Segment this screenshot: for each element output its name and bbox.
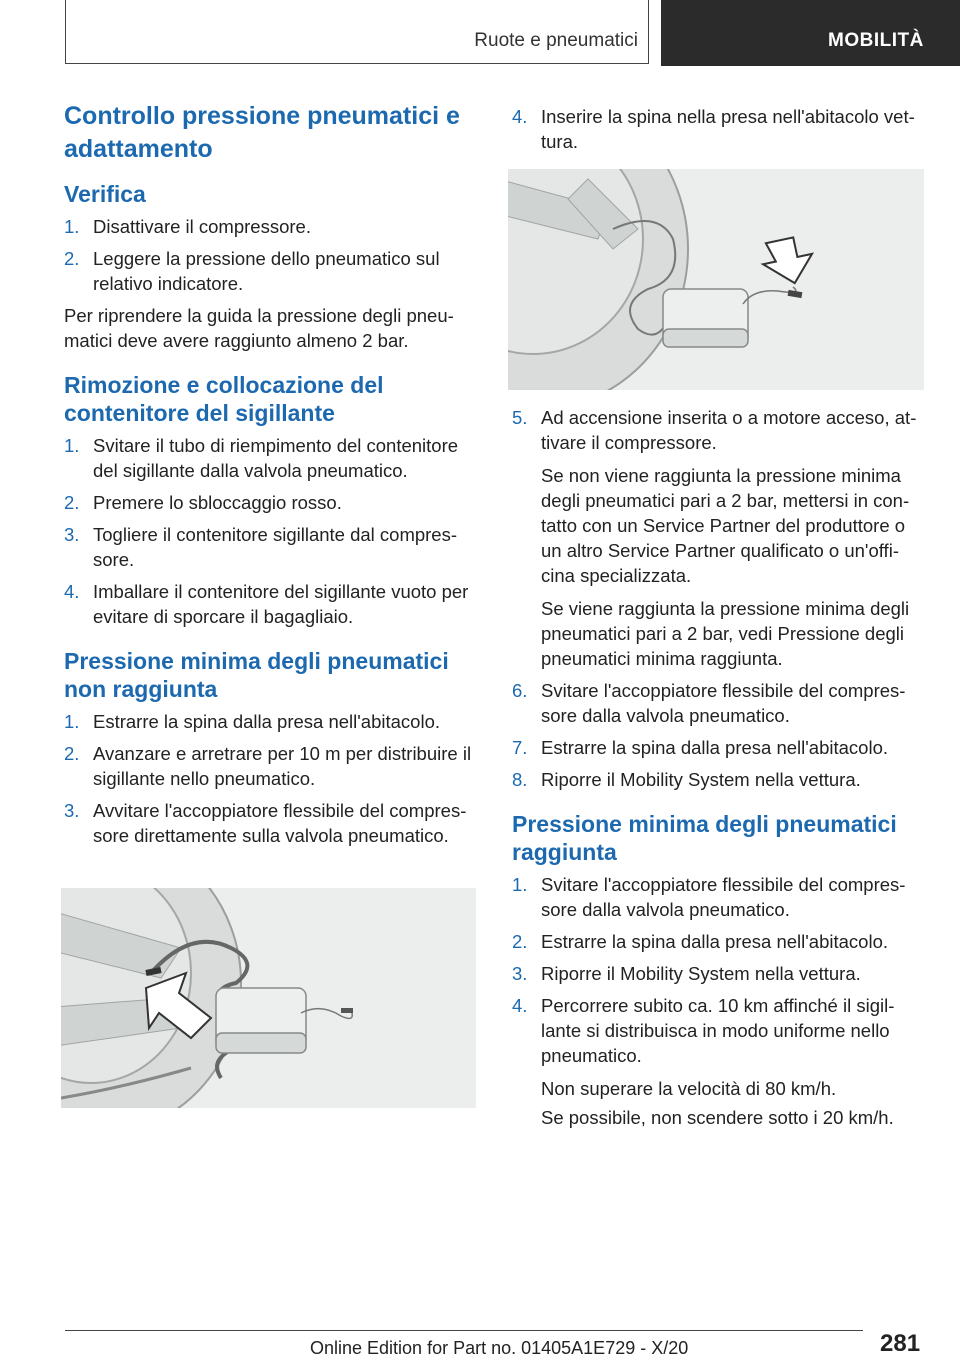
list-item [512,993,926,1130]
compressor-illustration [61,888,476,1108]
heading-raggiunta: Pressione minima degli pneumatici raggiunta [512,811,897,865]
step-number: 1. [64,711,80,732]
step-text: Avvitare l'accoppiatore flessibile del compressore direttamente sulla valvola pneumatico. [93,800,467,846]
heading-rimozione: Rimozione e collocazione del contenitore del sigillante [64,372,384,426]
list-item [64,522,482,572]
steps-right-a [512,104,926,154]
steps-rimozione [64,433,482,629]
step-number: 3. [64,524,80,545]
step-text: Riporre il Mobility System nella vettura. [541,963,861,984]
list-item [64,246,482,296]
step-number: 3. [512,963,528,984]
step-number: 1. [512,874,528,895]
step-number: 7. [512,737,528,758]
step-subtext: Se viene raggiunta la pressione minima degli pneumatici pari a 2 bar, vedi Pressione degli pneumatici minima raggiunta. [541,598,910,669]
section-title: Ruote e pneumatici [474,30,638,51]
step-subtext: Non superare la velocità di 80 km/h. [541,1078,837,1099]
step-text: Estrarre la spina dalla presa nell'abitacolo. [541,737,889,758]
footer-divider [65,1330,863,1331]
step-number: 4. [512,995,528,1016]
step-text: Premere lo sbloccaggio rosso. [93,492,342,513]
illustration-compressor-valve [61,888,476,1108]
list-item [64,579,482,629]
chapter-title: MOBILITÀ [828,30,924,51]
step-text: Svitare il tubo di riempimento del contenitore del sigillante dalla valvola pneumatico. [93,435,459,481]
step-number: 4. [64,581,80,602]
step-text: Riporre il Mobility System nella vettura. [541,769,861,790]
page-header [0,0,960,66]
list-item [512,767,926,792]
step-number: 2. [512,931,528,952]
list-item [512,405,926,671]
list-item [512,929,926,954]
step-number: 3. [64,800,80,821]
list-item [512,104,926,154]
list-item [64,433,482,483]
list-item [512,872,926,922]
step-text: Imballare il contenitore del sigillante vuoto per evitare di sporcare il bagagliaio. [93,581,469,627]
step-number: 2. [64,743,80,764]
step-number: 2. [64,492,80,513]
list-item [64,741,482,791]
step-number: 8. [512,769,528,790]
step-subtext: Se non viene raggiunta la pressione minima degli pneumatici pari a 2 bar, mettersi in contatto con un Service Partner del produttore o un altro Service Partner qualificato o un'officina specializzata. [541,465,910,586]
list-item [64,490,482,515]
steps-raggiunta [512,872,926,1130]
compressor-plug-illustration [508,169,924,390]
step-number: 2. [64,248,80,269]
page-number: 281 [880,1330,921,1357]
page-title: Controllo pressione pneumatici e adattamento [64,102,460,163]
right-column-top [512,104,926,161]
step-number: 5. [512,407,528,428]
edition-note: Online Edition for Part no. 01405A1E729 - X/20 [310,1338,689,1358]
steps-right-b [512,405,926,792]
heading-non-raggiunta: Pressione minima degli pneumatici non raggiunta [64,648,449,702]
list-item [512,961,926,986]
right-column-bottom [512,405,926,1137]
steps-verifica [64,214,482,296]
step-number: 6. [512,680,528,701]
step-text: Percorrere subito ca. 10 km affinché il sigillante si distribuisca in modo uniforme nello pneumatico. [541,995,895,1066]
left-column [64,100,482,855]
step-text: Svitare l'accoppiatore flessibile del compressore dalla valvola pneumatico. [541,680,906,726]
list-item [64,798,482,848]
list-item [64,214,482,239]
step-text: Inserire la spina nella presa nell'abitacolo vettura. [541,106,915,152]
step-text: Leggere la pressione dello pneumatico sul relativo indicatore. [93,248,440,294]
note-paragraph: Per riprendere la guida la pressione degli pneumatici deve avere raggiunto almeno 2 bar. [64,305,454,351]
step-number: 4. [512,106,528,127]
heading-verifica: Verifica [64,181,146,207]
illustration-compressor-plug [508,169,924,390]
step-number: 1. [64,435,80,456]
list-item [512,735,926,760]
step-text: Disattivare il compressore. [93,216,311,237]
step-text: Ad accensione inserita o a motore acceso, attivare il compressore. [541,407,917,453]
steps-non-raggiunta [64,709,482,848]
step-text: Estrarre la spina dalla presa nell'abitacolo. [541,931,889,952]
step-text: Estrarre la spina dalla presa nell'abitacolo. [93,711,441,732]
list-item [64,709,482,734]
section-header-box [65,0,649,64]
step-subtext: Se possibile, non scendere sotto i 20 km/h. [541,1107,894,1128]
list-item [512,678,926,728]
step-text: Avanzare e arretrare per 10 m per distribuire il sigillante nello pneumatico. [93,743,472,789]
step-text: Svitare l'accoppiatore flessibile del compressore dalla valvola pneumatico. [541,874,906,920]
step-number: 1. [64,216,80,237]
step-text: Togliere il contenitore sigillante dal compressore. [93,524,458,570]
chapter-tab [661,0,960,66]
